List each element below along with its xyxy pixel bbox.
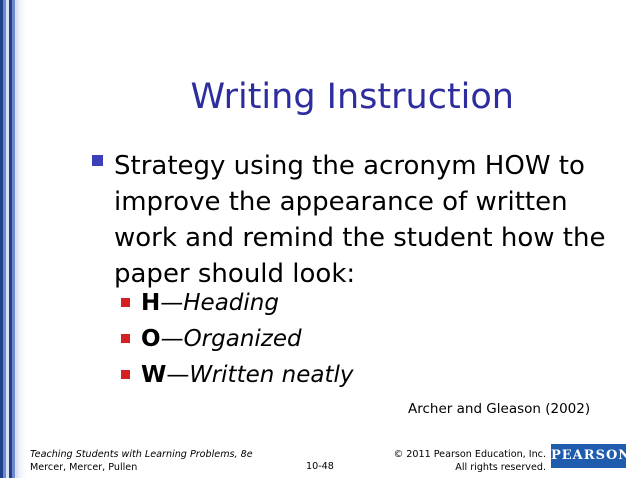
slide-title: Writing Instruction bbox=[190, 77, 514, 117]
acronym-letter: O bbox=[141, 326, 161, 352]
main-bullet-text: Strategy using the acronym HOW to improve the appearance of written work and remind the student how the paper should look: bbox=[114, 151, 606, 289]
footer-copyright-block bbox=[394, 448, 546, 474]
footer-page-number: 10-48 bbox=[306, 461, 334, 472]
square-bullet-icon bbox=[121, 334, 130, 343]
acronym-word: Organized bbox=[183, 326, 302, 352]
acronym-item-w bbox=[121, 357, 353, 393]
acronym-list bbox=[121, 285, 353, 393]
square-bullet-icon bbox=[121, 298, 130, 307]
main-bullet-item bbox=[92, 148, 612, 292]
footer-rights: All rights reserved. bbox=[455, 462, 546, 473]
footer-authors: Mercer, Mercer, Pullen bbox=[30, 462, 138, 473]
square-bullet-icon bbox=[92, 155, 103, 166]
decorative-side-stripes bbox=[0, 0, 26, 478]
footer-book-title: Teaching Students with Learning Problems, 8e bbox=[30, 449, 253, 460]
footer-copyright: © 2011 Pearson Education, Inc. bbox=[393, 449, 546, 460]
acronym-word: Heading bbox=[183, 290, 279, 316]
em-dash: — bbox=[166, 362, 190, 388]
square-bullet-icon bbox=[121, 370, 130, 379]
acronym-item-o bbox=[121, 321, 353, 357]
pearson-logo: PEARSON bbox=[551, 444, 626, 468]
acronym-letter: H bbox=[141, 290, 161, 316]
acronym-letter: W bbox=[141, 362, 167, 388]
footer-book-info bbox=[30, 448, 253, 474]
acronym-word: Written neatly bbox=[189, 362, 354, 388]
em-dash: — bbox=[160, 290, 184, 316]
acronym-item-h bbox=[121, 285, 353, 321]
em-dash: — bbox=[160, 326, 184, 352]
citation: Archer and Gleason (2002) bbox=[408, 401, 591, 417]
